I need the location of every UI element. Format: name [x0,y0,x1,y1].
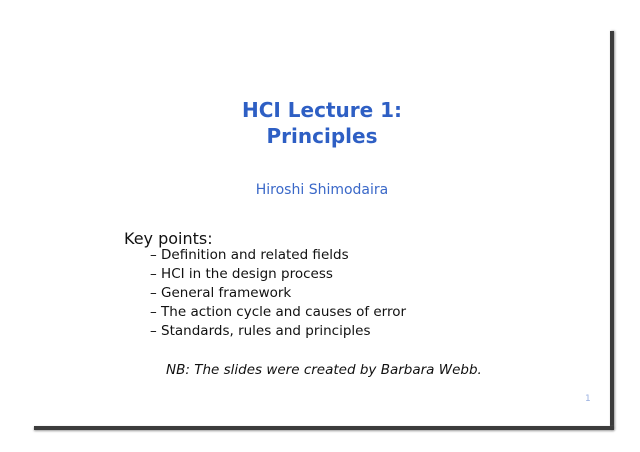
title-line-1: HCI Lecture 1: [241,98,403,122]
slide-shadow-bottom [34,426,614,430]
page-number: 1 [585,394,591,404]
list-item: – Standards, rules and principles [150,323,371,339]
list-item: – The action cycle and causes of error [150,304,407,320]
key-points-label: Key points: [124,229,213,248]
key-points-list [150,246,406,341]
slide-title [0,97,640,149]
list-item: – General framework [150,285,292,301]
slide-shadow-right [610,31,614,430]
list-item: – HCI in the design process [150,266,333,282]
note: NB: The slides were created by Barbara Webb. [166,362,482,378]
list-item: – Definition and related fields [150,247,349,263]
author: Hiroshi Shimodaira [255,182,389,198]
title-line-2: Principles [266,124,378,148]
